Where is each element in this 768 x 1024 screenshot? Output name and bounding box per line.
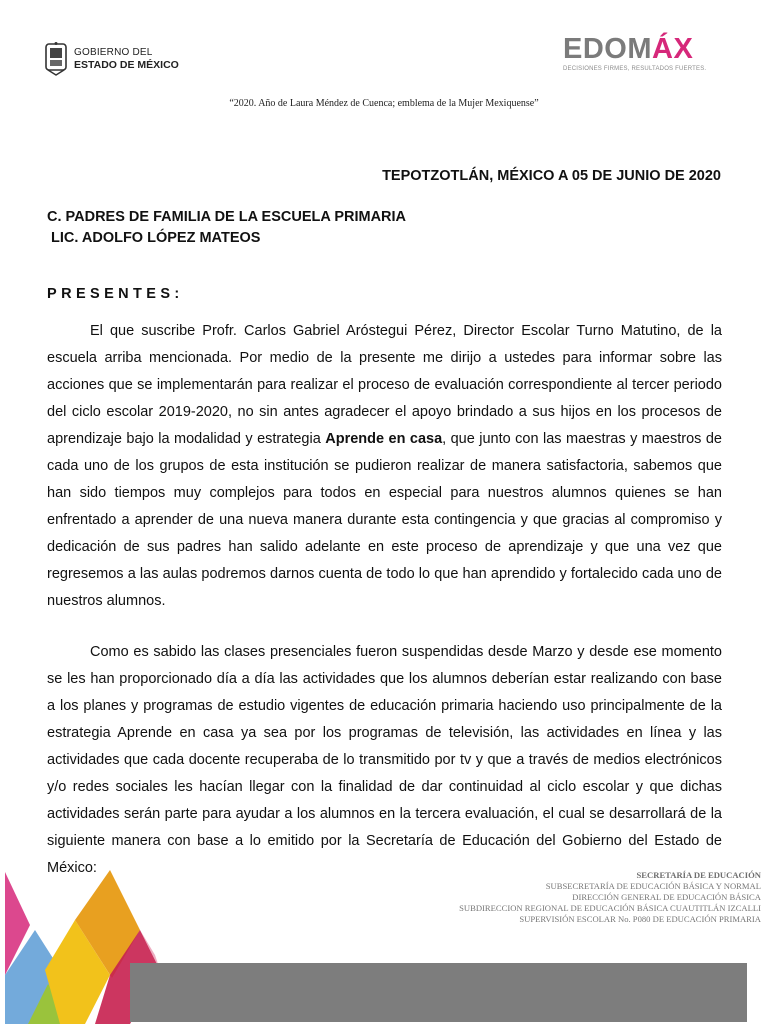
gob-line1: GOBIERNO DEL	[74, 47, 153, 58]
edomex-tagline: DECISIONES FIRMES, RESULTADOS FUERTES.	[563, 66, 707, 72]
gobierno-estado-mexico-logo	[44, 42, 179, 76]
gobierno-logo-text	[74, 47, 179, 71]
footer-department-block	[459, 870, 761, 925]
paragraph-1-text-a: El que suscribe Profr. Carlos Gabriel Aróstegui Pérez, Director Escolar Turno Matutino, de la escuela arriba mencionada. Por medio de la presente me dirijo a ustedes para informar sobre las acciones que se implementarán para realizar el proceso de evaluación correspondiente al tercer periodo del ciclo escolar 2019-2020, no sin antes agradecer el apoyo brindado a sus hijos en los procesos de aprendizaje bajo la modalidad y estrategia	[47, 323, 722, 447]
edomex-wordmark-part1: EDOM	[563, 33, 652, 65]
paragraph-2-text: Como es sabido las clases presenciales fueron suspendidas desde Marzo y desde ese momento se les han proporcionado día a día las actividades que los alumnos deberían estar realizando con base a los planes y programas de estudio vigentes de educación primaria haciendo uso principalmente de la estrategia Aprende en casa ya sea por los programas de televisión, las actividades en línea y las actividades que cada docente recuperaba de lo transmitido por tv y que a través de medios electrónicos y/o redes sociales les hacían llegar con la finalidad de dar continuidad al ciclo escolar y que dichas actividades serán parte para ayudar a los alumnos en la tercera evaluación, el cual se desarrollará de la siguiente manera con base a lo emitido por la Secretaría de Educación del Gobierno del Estado de México:	[47, 644, 722, 876]
addressee	[47, 207, 406, 249]
paragraph-2	[47, 639, 722, 882]
edomex-wordmark	[563, 34, 723, 64]
gob-line2: ESTADO DE MÉXICO	[74, 59, 179, 71]
addressee-line1: C. PADRES DE FAMILIA DE LA ESCUELA PRIMARIA	[47, 209, 407, 225]
edomex-wordmark-part2: ÁX	[652, 33, 694, 65]
edomex-logo	[563, 34, 723, 72]
year-motto: “2020. Año de Laura Méndez de Cuenca; emblema de la Mujer Mexiquense”	[229, 98, 539, 109]
addressee-line2: LIC. ADOLFO LÓPEZ MATEOS	[51, 230, 261, 246]
footer-line-3: DIRECCIÓN GENERAL DE EDUCACIÓN BÁSICA	[572, 892, 761, 902]
footer-line-5: SUPERVISIÓN ESCOLAR No. P080 DE EDUCACIÓN PRIMARIA	[519, 914, 761, 924]
footer-line-2: SUBSECRETARÍA DE EDUCACIÓN BÁSICA Y NORMAL	[545, 881, 761, 891]
footer-line-1: SECRETARÍA DE EDUCACIÓN	[636, 870, 761, 880]
date-line: TEPOTZOTLÁN, MÉXICO A 05 DE JUNIO DE 2020	[382, 168, 721, 184]
coat-of-arms-icon	[44, 42, 68, 76]
aprende-en-casa-bold: Aprende en casa	[325, 431, 443, 447]
footer-line-4: SUBDIRECCION REGIONAL DE EDUCACIÓN BÁSICA CUAUTITLÁN IZCALLI	[459, 903, 761, 913]
paragraph-1-text-b: , que junto con las maestras y maestros de cada uno de los grupos de esta institución se pudieron realizar de manera satisfactoria, sabemos que han sido tiempos muy complejos para todos en especial para nuestros alumnos quienes se han enfrentado a aprender de una nueva manera durante esta contingencia y que gracias al compromiso y dedicación de sus padres han salido adelante en este proceso de aprendizaje y que una vez que regresemos a las aulas podremos darnos cuenta de todo lo que han aprendido y fortalecido cada uno de nuestros alumnos.	[47, 431, 722, 609]
paragraph-1	[47, 318, 722, 615]
salutation: PRESENTES:	[47, 286, 184, 302]
footer-gray-bar	[130, 963, 747, 1022]
